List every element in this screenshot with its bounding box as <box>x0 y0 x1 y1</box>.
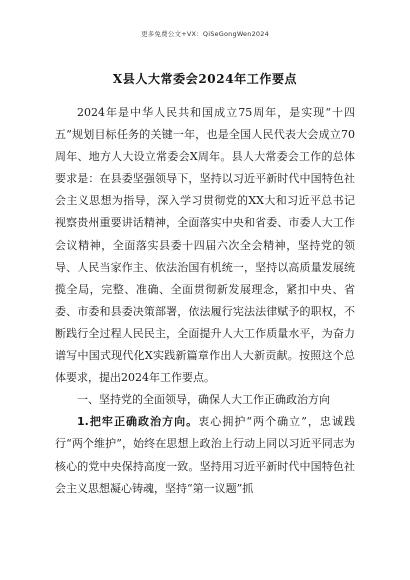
item-text: 衷心拥护“两个确立”，忠诚践行“两个维护”，始终在思想上政治上行动上同以习近平同志为核心的党中央保持高度一致。坚持用习近平新时代中国特色社会主义思想凝心铸魂，坚持“第一议题”抓 <box>55 415 355 495</box>
item-paragraph <box>55 411 355 499</box>
intro-paragraph: 2024年是中华人民共和国成立75周年，是实现“十四五”规划目标任务的关键一年，也是全国人民代表大会成立70周年、地方人大设立常委会X周年。县人大常委会工作的总体要求是：在县委坚强领导下，坚持以习近平新时代中国特色社会主义思想为指导，深入学习贯彻党的XX大和习近平总书记视察贵州重要讲话精神，全面落实中央和省委、市委人大工作会议精神，全面落实县委十四届六次全会精神，坚持党的领导、人民当家作主、依法治国有机统一，坚持以高质量发展统揽全局，完整、准确、全面贯彻新发展理念，紧扣中央、省委、市委和县委决策部署，依法履行宪法法律赋予的职权，不断践行全过程人民民主，全面提升人大工作质量水平，为奋力谱写中国式现代化X实践新篇章作出人大新贡献。按照这个总体要求，提出2024年工作要点。 <box>55 106 355 385</box>
section-heading: 一、坚持党的全面领导，确保人大工作正确政治方向 <box>77 393 330 407</box>
document-body <box>55 102 355 500</box>
header-note: 更多免费公文+VX：QiSeGongWen2024 <box>141 30 269 38</box>
document-title: X县人大常委会2024年工作要点 <box>112 72 298 86</box>
item-lead: 1.把牢正确政治方向。 <box>77 415 199 429</box>
